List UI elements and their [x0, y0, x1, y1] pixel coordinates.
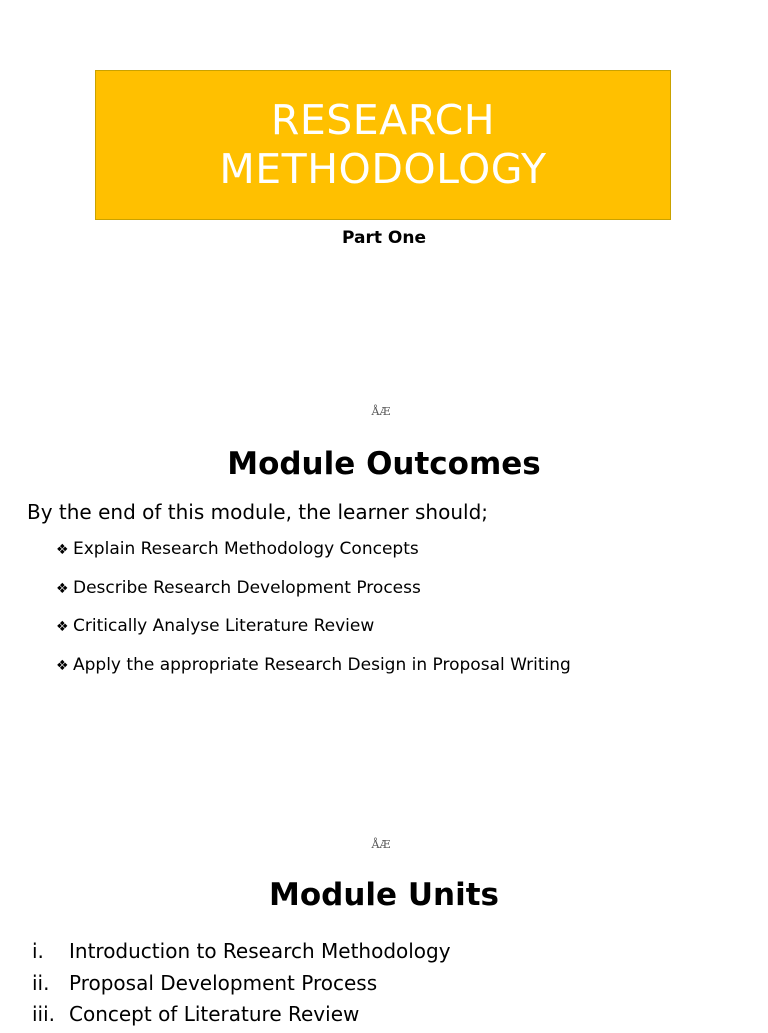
subtitle: Part One [342, 228, 426, 248]
list-item [32, 938, 451, 970]
title-line-1: RESEARCH [270, 96, 496, 144]
unit-label: Concept of Literature Review [69, 1002, 360, 1026]
unit-numeral: iii. [32, 1002, 56, 1026]
list-item [56, 576, 571, 615]
outcome-text: Explain Research Methodology Concepts [73, 539, 419, 559]
outcomes-intro: By the end of this module, the learner should; [27, 500, 489, 524]
list-item [32, 970, 451, 1002]
title-line-2: METHODOLOGY [219, 145, 547, 193]
module-outcomes-heading: Module Outcomes [227, 446, 541, 482]
units-list [32, 938, 451, 1033]
list-item [56, 653, 571, 692]
diamond-bullet-icon: ❖ [56, 619, 69, 635]
outcomes-list [56, 537, 571, 691]
unit-label: Introduction to Research Methodology [69, 939, 451, 963]
list-item [56, 537, 571, 576]
diamond-bullet-icon: ❖ [56, 542, 69, 558]
diamond-bullet-icon: ❖ [56, 580, 69, 597]
list-item [56, 614, 571, 653]
outcome-text: Describe Research Development Process [73, 577, 421, 598]
unit-numeral: ii. [32, 970, 50, 995]
monogram-logo-icon: ÅÆ [371, 405, 391, 418]
diamond-bullet-icon: ❖ [56, 657, 69, 674]
list-item [32, 1001, 451, 1033]
unit-label: Proposal Development Process [69, 970, 378, 995]
outcome-text: Critically Analyse Literature Review [73, 616, 375, 636]
monogram-logo-icon: ÅÆ [371, 838, 391, 851]
module-units-heading: Module Units [269, 877, 499, 913]
unit-numeral: i. [32, 939, 44, 963]
outcome-text: Apply the appropriate Research Design in Proposal Writing [73, 654, 571, 675]
title-banner [95, 70, 671, 220]
